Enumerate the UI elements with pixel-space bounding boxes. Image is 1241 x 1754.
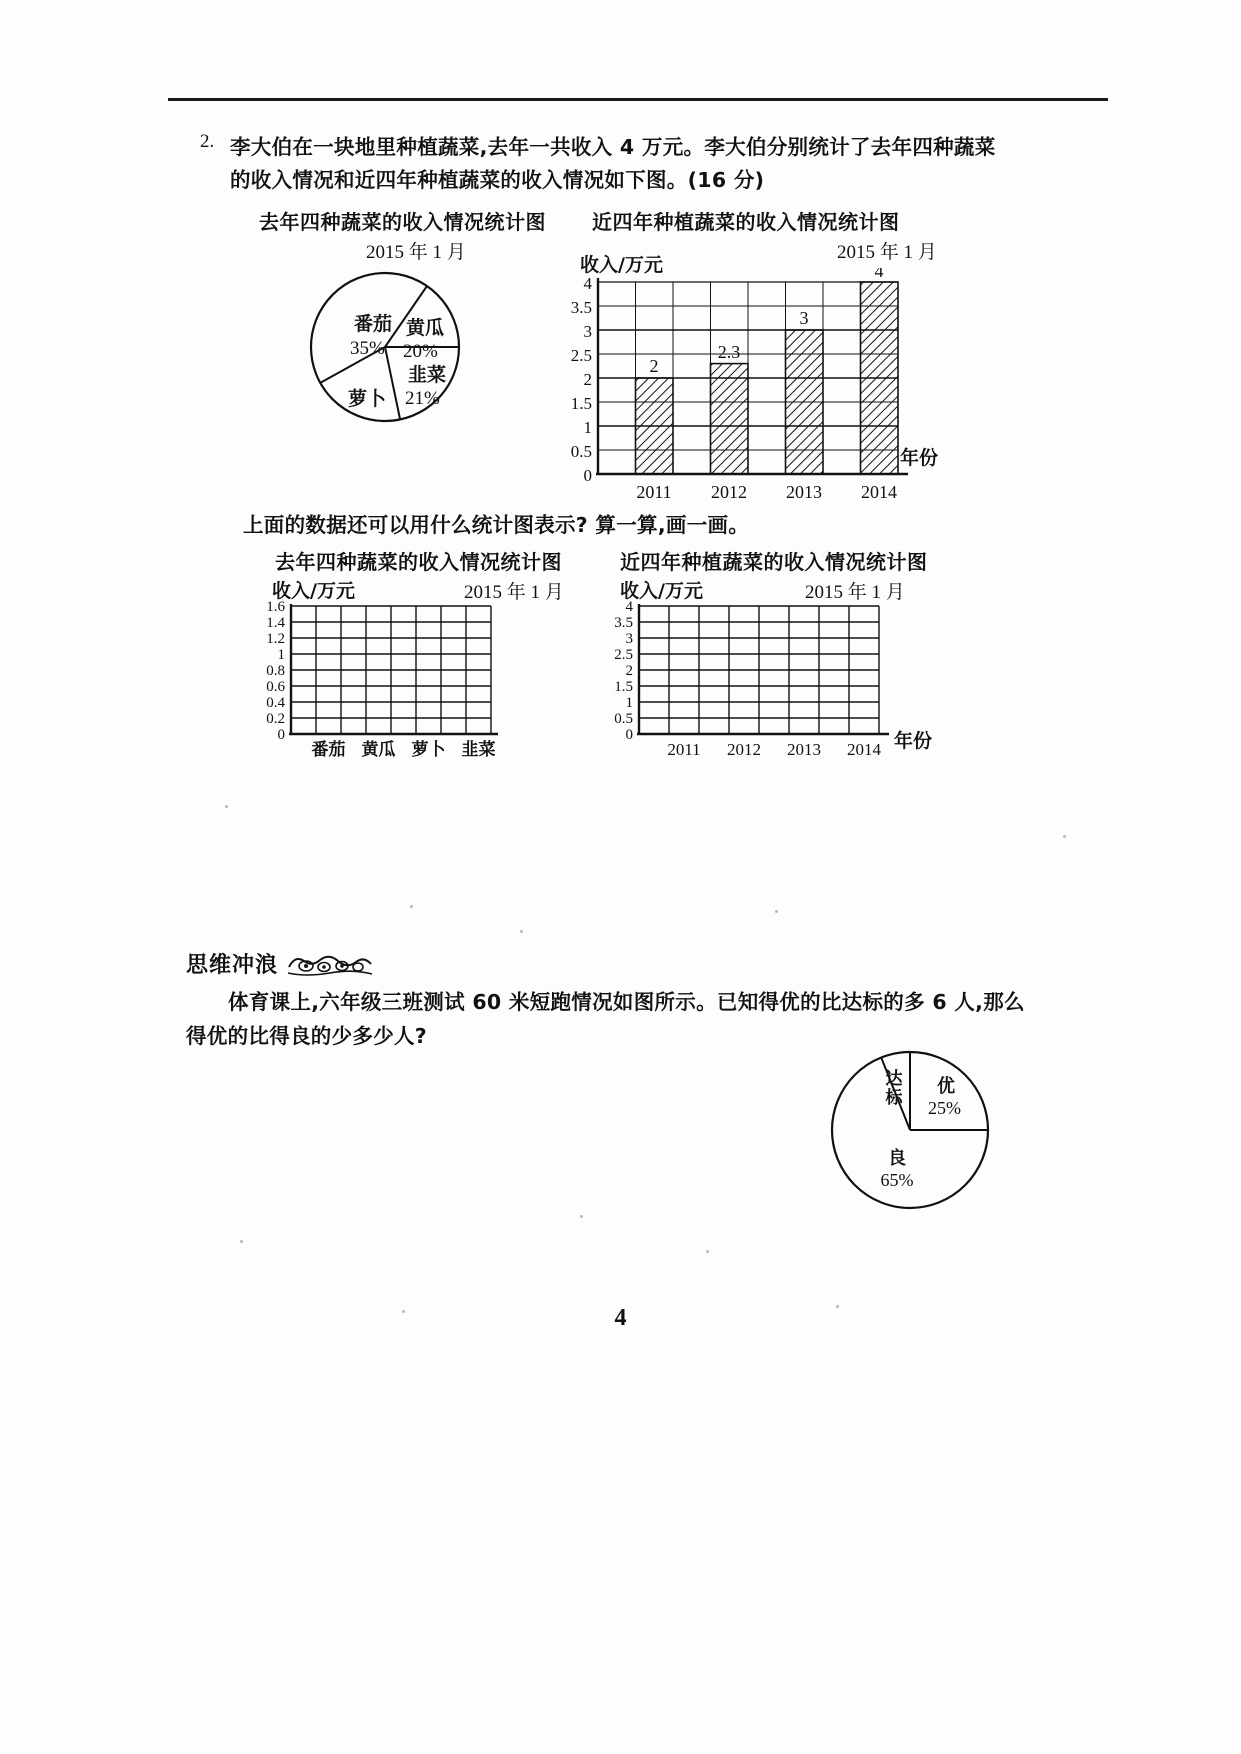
blank-years-chart[interactable] (605, 600, 895, 765)
question-text-line-1: 李大伯在一块地里种植蔬菜,去年一共收入 4 万元。李大伯分别统计了去年四种蔬菜 (230, 135, 996, 159)
svg-text:0.5: 0.5 (570, 442, 592, 461)
scan-speck (580, 1215, 583, 1218)
scan-speck (836, 1305, 839, 1308)
svg-text:0: 0 (625, 727, 633, 743)
bar-years-y-unit: 收入/万元 (580, 254, 663, 276)
blank-veg-title: 去年四种蔬菜的收入情况统计图 (275, 550, 562, 574)
svg-text:0.5: 0.5 (614, 711, 633, 727)
page-number: 4 (614, 1305, 627, 1331)
svg-text:1.4: 1.4 (266, 615, 285, 631)
bar-years-title: 近四年种植蔬菜的收入情况统计图 (592, 210, 900, 234)
question-number: 2. (200, 131, 215, 152)
blank-years-y-unit: 收入/万元 (620, 580, 703, 602)
question-mid-note: 上面的数据还可以用什么统计图表示? 算一算,画一画。 (243, 513, 750, 537)
bar-years-date: 2015 年 1 月 (837, 242, 937, 263)
pie-sprint-label-dabiao: 达 (885, 1069, 903, 1089)
svg-text:2: 2 (583, 370, 592, 389)
blank-veg-category-leek: 韭菜 (461, 740, 496, 760)
svg-text:0.2: 0.2 (266, 711, 285, 727)
svg-text:2.5: 2.5 (570, 346, 592, 365)
question-2-block (200, 131, 1120, 197)
blank-veg-category-tomato: 番茄 (311, 740, 346, 760)
bar-years-chart (560, 268, 910, 518)
svg-text:1.2: 1.2 (266, 631, 285, 647)
pie-slice-label-tomato: 番茄 (354, 313, 393, 335)
scan-speck (225, 805, 228, 808)
scan-speck (775, 910, 778, 913)
pie-slice-value-tomato: 35% (350, 338, 385, 359)
svg-text:3.5: 3.5 (614, 615, 633, 631)
bar-category-2011: 2011 (636, 482, 672, 502)
wave-decoration-icon (286, 951, 374, 977)
pie-income-chart (300, 262, 490, 442)
bar-value-2011: 2 (649, 356, 659, 376)
svg-text:1: 1 (625, 695, 633, 711)
bar-years-x-unit: 年份 (900, 447, 939, 469)
blank-years-category-2013: 2013 (787, 740, 821, 759)
pie-slice-label-radish: 萝卜 (348, 388, 387, 410)
question-text-line-2: 的收入情况和近四年种植蔬菜的收入情况如下图。(16 分) (230, 168, 765, 192)
bar-category-2014: 2014 (861, 482, 897, 502)
pie-slice-value-cucumber: 20% (403, 341, 438, 362)
svg-text:0: 0 (277, 727, 285, 743)
svg-text:0.6: 0.6 (266, 679, 285, 695)
bar-value-2013: 3 (799, 308, 809, 328)
scan-speck (402, 1310, 405, 1313)
pie-slice-value-leek: 21% (405, 388, 440, 409)
pie-income-date: 2015 年 1 月 (366, 242, 466, 263)
header-rule (168, 98, 1108, 101)
svg-text:1: 1 (277, 647, 285, 663)
pie-sprint-value-liang: 65% (880, 1170, 914, 1190)
scan-speck (520, 930, 523, 933)
siwei-line-1: 体育课上,六年级三班测试 60 米短跑情况如图所示。已知得优的比达标的多 6 人,那么 (228, 990, 1025, 1014)
svg-text:3.5: 3.5 (570, 298, 592, 317)
scan-speck (1063, 835, 1066, 838)
pie-slice-label-cucumber: 黄瓜 (406, 317, 445, 339)
pie-sprint-label-dabiao-2: 标 (885, 1088, 903, 1108)
scan-speck (410, 905, 413, 908)
blank-years-category-2014: 2014 (847, 740, 881, 759)
svg-text:0.4: 0.4 (266, 695, 285, 711)
svg-text:4: 4 (625, 600, 633, 615)
blank-veg-date: 2015 年 1 月 (464, 582, 564, 603)
scan-speck (240, 1240, 243, 1243)
blank-years-category-2011: 2011 (667, 740, 701, 759)
svg-text:4: 4 (583, 274, 592, 293)
pie-sprint-value-you: 25% (928, 1098, 961, 1118)
siwei-title: 思维冲浪 (186, 953, 279, 978)
blank-veg-y-unit: 收入/万元 (272, 580, 355, 602)
svg-text:0.8: 0.8 (266, 663, 285, 679)
pie-sprint-chart (815, 1040, 1005, 1225)
svg-text:1.5: 1.5 (614, 679, 633, 695)
siwei-header (186, 948, 374, 979)
svg-text:2.5: 2.5 (614, 647, 633, 663)
bar-category-2013: 2013 (786, 482, 822, 502)
svg-text:2: 2 (625, 663, 633, 679)
blank-years-date: 2015 年 1 月 (805, 582, 905, 603)
blank-veg-chart[interactable] (255, 600, 505, 765)
bar-value-2012: 2.3 (717, 342, 741, 362)
svg-text:1.6: 1.6 (266, 600, 285, 615)
svg-text:3: 3 (625, 631, 633, 647)
blank-years-x-unit: 年份 (894, 730, 933, 752)
blank-veg-category-cucumber: 黄瓜 (361, 740, 396, 760)
blank-years-category-2012: 2012 (727, 740, 761, 759)
pie-sprint-label-liang: 良 (888, 1148, 906, 1169)
bar-value-2014: 4 (874, 268, 884, 281)
pie-income-title: 去年四种蔬菜的收入情况统计图 (259, 210, 546, 234)
blank-years-title: 近四年种植蔬菜的收入情况统计图 (620, 550, 928, 574)
scan-speck (706, 1250, 709, 1253)
blank-veg-category-radish: 萝卜 (411, 740, 446, 760)
svg-text:1.5: 1.5 (570, 394, 592, 413)
svg-text:3: 3 (583, 322, 592, 341)
pie-slice-label-leek: 韭菜 (408, 364, 447, 386)
pie-sprint-label-you: 优 (937, 1076, 955, 1097)
svg-text:0: 0 (583, 466, 592, 485)
siwei-line-2: 得优的比得良的少多少人? (186, 1024, 427, 1048)
bar-category-2012: 2012 (711, 482, 747, 502)
svg-text:1: 1 (583, 418, 592, 437)
